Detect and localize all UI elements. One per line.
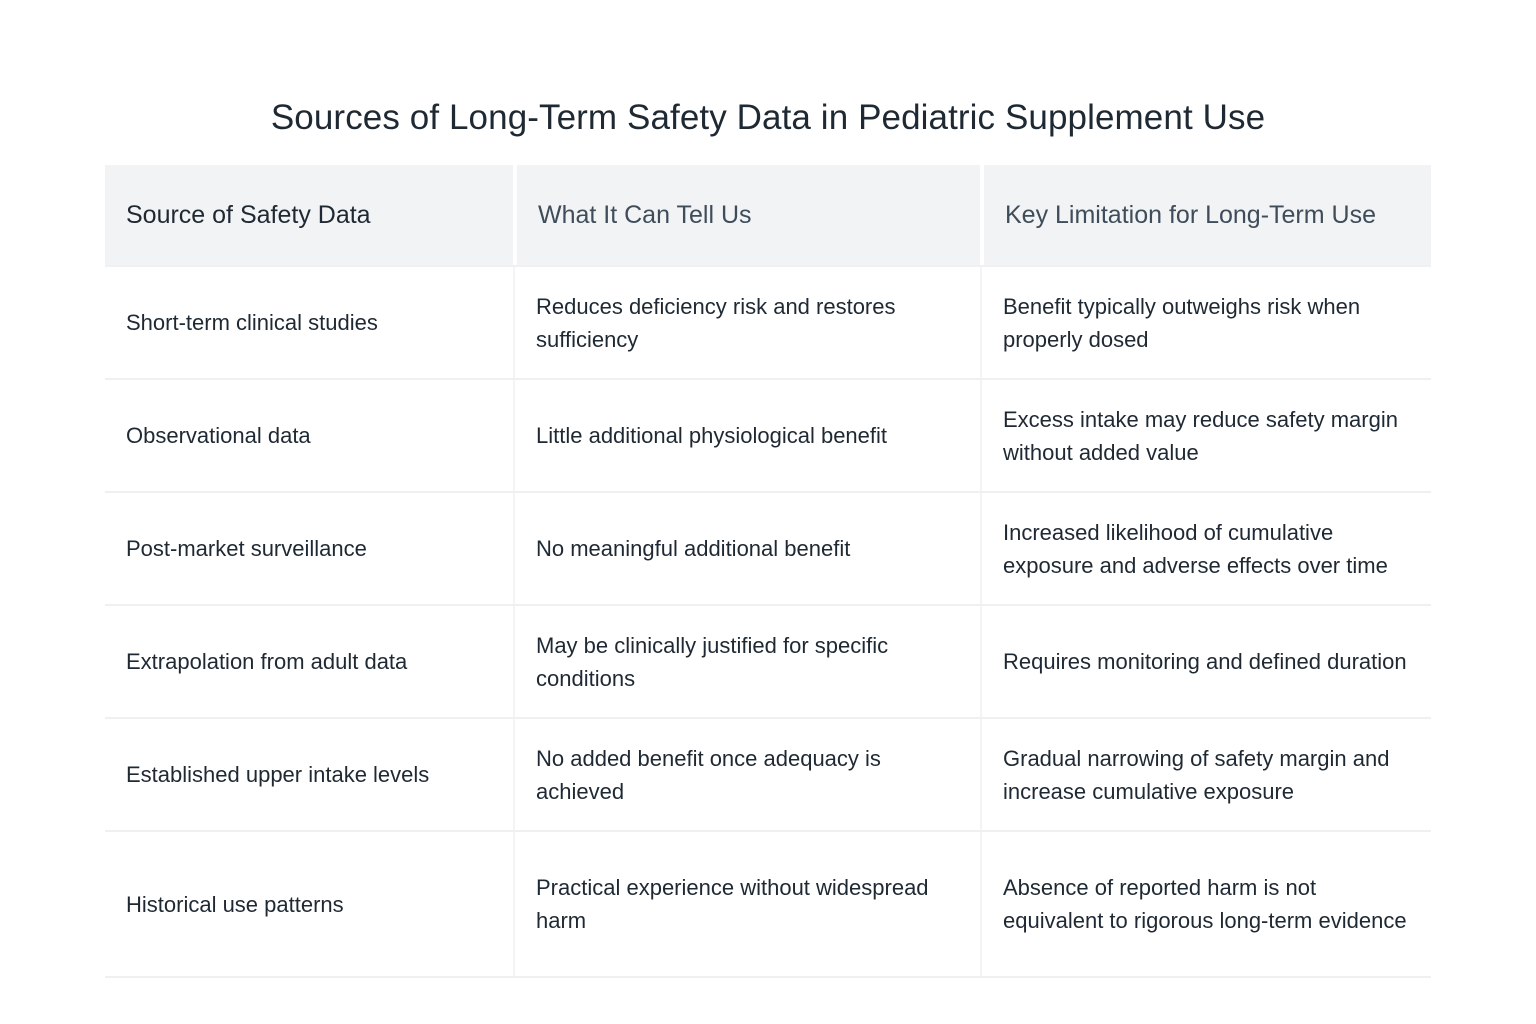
safety-data-table: [105, 165, 1431, 978]
table-row: [105, 832, 1431, 978]
table-row: [105, 267, 1431, 380]
table-row: [105, 380, 1431, 493]
cell-what-it-tells: No meaningful additional benefit: [513, 493, 980, 604]
cell-what-it-tells: Reduces deficiency risk and restores sufficiency: [513, 267, 980, 378]
page-title: Sources of Long-Term Safety Data in Pediatric Supplement Use: [270, 98, 1266, 137]
column-header-what-it-tells: What It Can Tell Us: [513, 165, 980, 265]
table-row: [105, 606, 1431, 719]
table-row: [105, 493, 1431, 606]
cell-source: Established upper intake levels: [126, 762, 430, 787]
column-header-source: Source of Safety Data: [105, 165, 513, 265]
cell-source: Post-market surveillance: [126, 536, 367, 561]
cell-what-it-tells: May be clinically justified for specific conditions: [513, 606, 980, 717]
cell-source: Extrapolation from adult data: [126, 649, 408, 674]
cell-limitation: Requires monitoring and defined duration: [980, 606, 1431, 717]
cell-limitation: Excess intake may reduce safety margin without added value: [980, 380, 1431, 491]
cell-limitation: Gradual narrowing of safety margin and increase cumulative exposure: [980, 719, 1431, 830]
cell-limitation: Increased likelihood of cumulative exposure and adverse effects over time: [980, 493, 1431, 604]
cell-limitation: Absence of reported harm is not equivalent to rigorous long-term evidence: [980, 832, 1431, 976]
cell-what-it-tells: No added benefit once adequacy is achieved: [513, 719, 980, 830]
table-row: [105, 719, 1431, 832]
cell-limitation: Benefit typically outweighs risk when properly dosed: [980, 267, 1431, 378]
cell-what-it-tells: Little additional physiological benefit: [513, 380, 980, 491]
cell-source: Short-term clinical studies: [126, 310, 378, 335]
table-header-row: [105, 165, 1431, 267]
cell-source: Historical use patterns: [126, 891, 344, 917]
cell-source: Observational data: [126, 423, 311, 448]
cell-what-it-tells: Practical experience without widespread harm: [513, 832, 980, 976]
column-header-limitation: Key Limitation for Long-Term Use: [980, 165, 1431, 265]
